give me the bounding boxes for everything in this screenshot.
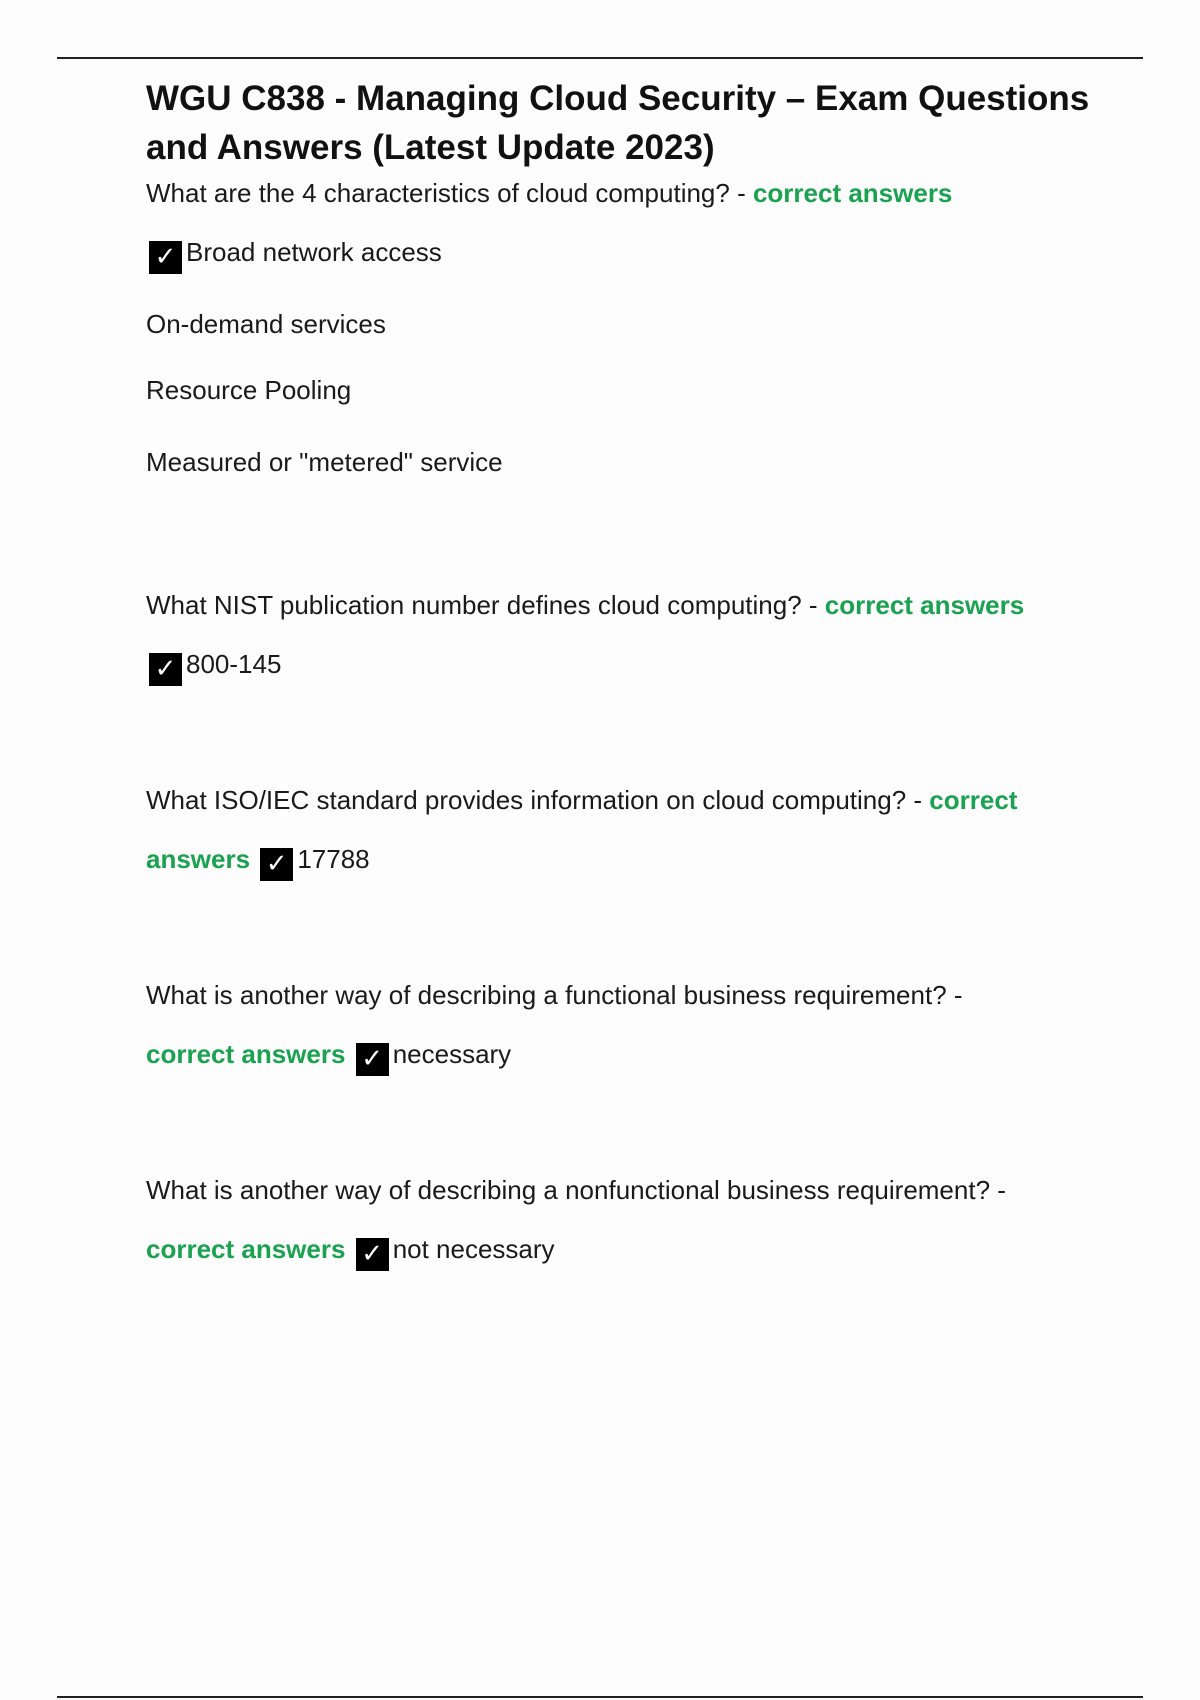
answer-line: Measured or "metered" service [146,447,503,477]
answer-text: necessary [392,1039,512,1069]
question-text: What is another way of describing a functional business requirement? - [146,980,963,1010]
answer-line [146,223,1106,282]
document-body [146,74,1106,1279]
checkmark-box-icon: ✓ [149,241,182,274]
question-text: What is another way of describing a nonfunctional business requirement? - [146,1175,1006,1205]
correct-answers-label: correct answers [824,590,1025,620]
answer-text: Broad network access [186,237,442,267]
answer-text: not necessary [392,1234,555,1264]
correct-answers-label: correct answers [146,1234,346,1264]
qa-block-4 [146,966,1106,1084]
question-text: What are the 4 characteristics of cloud computing? - [146,178,753,208]
qa-block-2 [146,576,1106,694]
question-text: What NIST publication number defines cloud computing? - [146,590,825,620]
question-line [146,576,1106,635]
qa-block-5 [146,1161,1106,1279]
answer-line [146,635,1106,694]
answer-text: 800-145 [186,649,282,679]
answer-text: 17788 [297,844,370,874]
correct-answers-label: correct answers [146,1039,346,1069]
answer-line: Resource Pooling [146,375,352,405]
answer-line [146,830,1106,889]
question-text: What ISO/IEC standard provides information on cloud computing? - [146,785,930,815]
correct-label-part2: answers [146,844,251,874]
checkmark-box-icon: ✓ [356,1043,389,1076]
correct-answers-label: correct answers [752,178,953,208]
bottom-rule [57,1696,1143,1698]
qa-block-3 [146,771,1106,889]
correct-label-part1: correct [929,785,1018,815]
qa-block-1 [146,164,1106,492]
checkmark-box-icon: ✓ [260,848,293,881]
question-line [146,771,1106,830]
checkmark-box-icon: ✓ [149,653,182,686]
answer-line [146,1220,1106,1279]
answer-line [146,1025,1106,1084]
top-rule [57,57,1143,59]
answer-line: On-demand services [146,309,386,339]
checkmark-box-icon: ✓ [356,1238,389,1271]
question-line [146,164,1106,223]
document-title: WGU C838 - Managing Cloud Security – Exam Questions and Answers (Latest Update 2023) [146,79,1090,167]
